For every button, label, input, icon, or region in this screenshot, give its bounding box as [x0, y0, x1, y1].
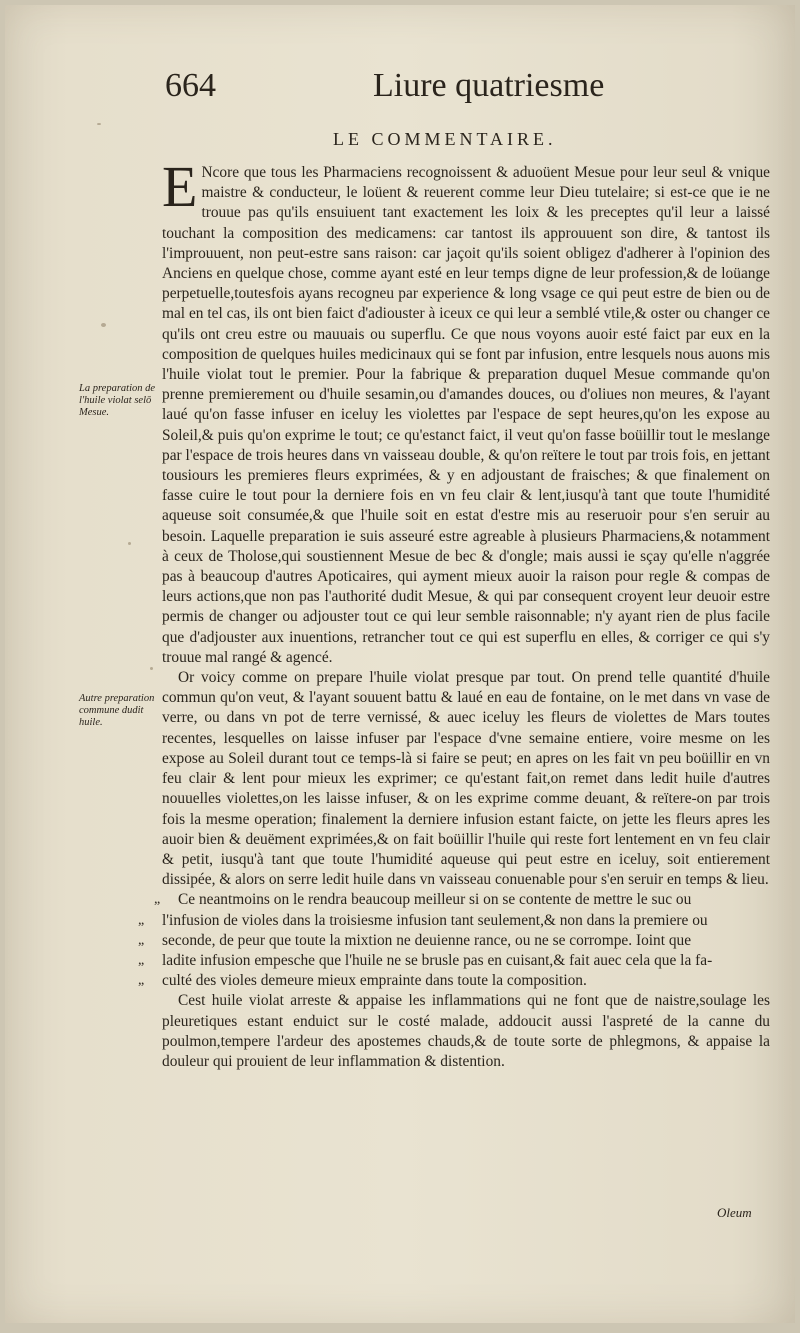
quoted-line-text: Ce neantmoins on le rendra beaucoup meilleur si on se contente de mettre le suc ou [178, 891, 692, 909]
quoted-line [138, 931, 770, 951]
main-text [138, 154, 770, 1072]
quoted-passage [138, 890, 770, 991]
ink-spot [101, 323, 106, 327]
paragraph-2: Or voicy comme on prepare l'huile violat presque par tout. On prend telle quantité d'huile commun qu'on veut, & l'ayant souuent battu & laué en eau de fontaine, on le met dans vn vase de verre, ou dans vn pot de terre vernissé, & auec iceluy les fleurs de violettes de Mars toutes recentes, lesquelles on laisse infuser par l'espace d'vne semaine entiere, voire mesme on les expose au Soleil durant tout ce temps-là si faire se peut; en apres on les fait vn peu boüillir en vn feu clair & lent pour mieux les exprimer; ce qu'estant fait,on remet dans ledit huile d'autres nouuelles violettes,on les laisse infuser, & on les exprime comme deuant, & reïtere-on par trois fois la mesme operation; finalement la derniere infusion estant faicte, on jette les fleurs apres les auoir bien & deuëment exprimées,& on fait boüillir l'huile qui reste fort lentement en vn feu clair & petit, iusqu'à tant que toute l'humidité aqueuse qui peut estre en iceluy, soit entierement dissipée, & alors on serre ledit huile dans vn vaisseau conuenable pour s'en seruir en temps & lieu. [162, 669, 770, 889]
paragraph-1 [162, 154, 770, 668]
quoted-line-text: culté des violes demeure mieux emprainte dans toute la composition. [162, 972, 587, 990]
page-header [165, 67, 635, 113]
quoted-line-text: ladite infusion empesche que l'huile ne se brusle pas en cuisant,& fait auec cela que la fa- [162, 951, 713, 969]
paragraph-final: Cest huile violat arreste & appaise les inflammations qui ne font que de naistre,soulage les pleuretiques estant enduict sur le costé malade, addoucit aussi l'aspreté de la canne du poulmon,tempere l'ardeur des apostemes chauds,& de toute sorte de phlegmons, & appaise la douleur qui prouient de leur inflammation & distention. [162, 992, 770, 1070]
quoted-line [138, 971, 770, 991]
quoted-line [138, 911, 770, 931]
drop-cap: E [162, 154, 198, 219]
running-title: Liure quatriesme [373, 67, 605, 104]
quoted-line [154, 890, 770, 910]
quoted-line-text: l'infusion de violes dans la troisiesme infusion tant seulement,& non dans la premiere ou [162, 911, 708, 929]
book-page [5, 5, 795, 1323]
catchword: Oleum [717, 1205, 752, 1220]
quoted-line-text: seconde, de peur que toute la mixtion ne deuienne rance, ou ne se corrompe. Ioint que [162, 931, 692, 949]
section-heading: LE COMMENTAIRE. [333, 129, 557, 149]
ink-spot [128, 542, 131, 545]
quote-mark: „ [138, 912, 145, 928]
page-number: 664 [165, 67, 216, 104]
quote-mark: „ [138, 952, 145, 968]
quote-mark: „ [154, 892, 161, 908]
margin-note-violat-mesue: La preparation de l'huile violat selō Mesue. [79, 383, 156, 418]
quote-mark: „ [138, 973, 145, 989]
quoted-line [138, 951, 770, 971]
margin-note-autre-preparation: Autre preparation commune dudit huile. [79, 693, 155, 728]
quote-mark: „ [138, 932, 145, 948]
ink-spot [97, 123, 101, 125]
paragraph-1-text: Ncore que tous les Pharmaciens recognoissent & aduoüent Mesue pour leur seul & vnique maistre & conducteur, le loüent & reuerent comme leur Dieu tutelaire; si est-ce que ie ne trouue pas qu'ils ensuiuent tant exactement les loix & les preceptes qu'il leur a laissé touchant la composition des medicamens: car tantost ils approuuent son dire, & tantost ils l'improuuent, non peut-estre sans raison: car jaçoit qu'ils soient obligez d'adherer à l'opinion des Anciens en quelque chose, comme ayant esté en leur temps digne de leur profession,& de loüange perpetuelle,toutesfois ayans recogneu par experience & long vsage ce qui peut estre de bien ou de mal en tel cas, ils ont bien faict d'adiouster à iceux ce qui leur a semblé vtile,& oster ou changer ce qu'ils ont creu estre ou mauuais ou superflu. Ce que nous voyons auoir esté faict par eux en la composition de quelques huiles medicinaux qui se font par infusion, entre lesquels nous auons mis l'huile violat tout le premier. Pour la fabrique & preparation duquel Mesue commande qu'on prenne premierement ou d'huile sesamin,ou d'amandes douces, ou d'oliues non meures, & l'ayant laué qu'on fasse infuser en iceluy les violettes par l'espace de sept heures,qu'on les expose au Soleil,& puis qu'on exprime le tout; ce qu'estanct faict, il veut qu'on fasse boüillir tout le meslange par l'espace de trois heures dans vn vaisseau double, & qu'on reïtere le tout par trois fois, en jettant tousiours les premieres fleurs exprimées, & y en adjoustant de fraisches; & que finalement on fasse cuire le tout pour la derniere fois en vn feu clair & lent,iusqu'à tant que toute l'humidité aqueuse soit consumée,& que l'huile soit en estat d'estre mis au reseruoir pour s'en seruir au besoin. Laquelle preparation ie suis asseuré estre agreable à plusieurs Pharmaciens,& notamment à ceux de Tholose,qui soustiennent Mesue de bec & d'ongle; mais aussi ie sçay qu'elle n'aggrée pas à beaucoup d'autres Apoticaires, qui ayment mieux auoir la raison pour regle & compas de leurs actions,que non pas l'authorité dudit Mesue, & qui par consequent croyent leur deuoir estre permis de changer ou adjouster tout ce qui leur semble raisonnable; n'y ayant rien de plus facile que d'adjouster aux inuentions, retrancher tout ce qui est superflu en elles, & corriger ce qui s'y trouue mal rangé & agencé. [162, 164, 770, 666]
ink-spot [150, 667, 153, 670]
